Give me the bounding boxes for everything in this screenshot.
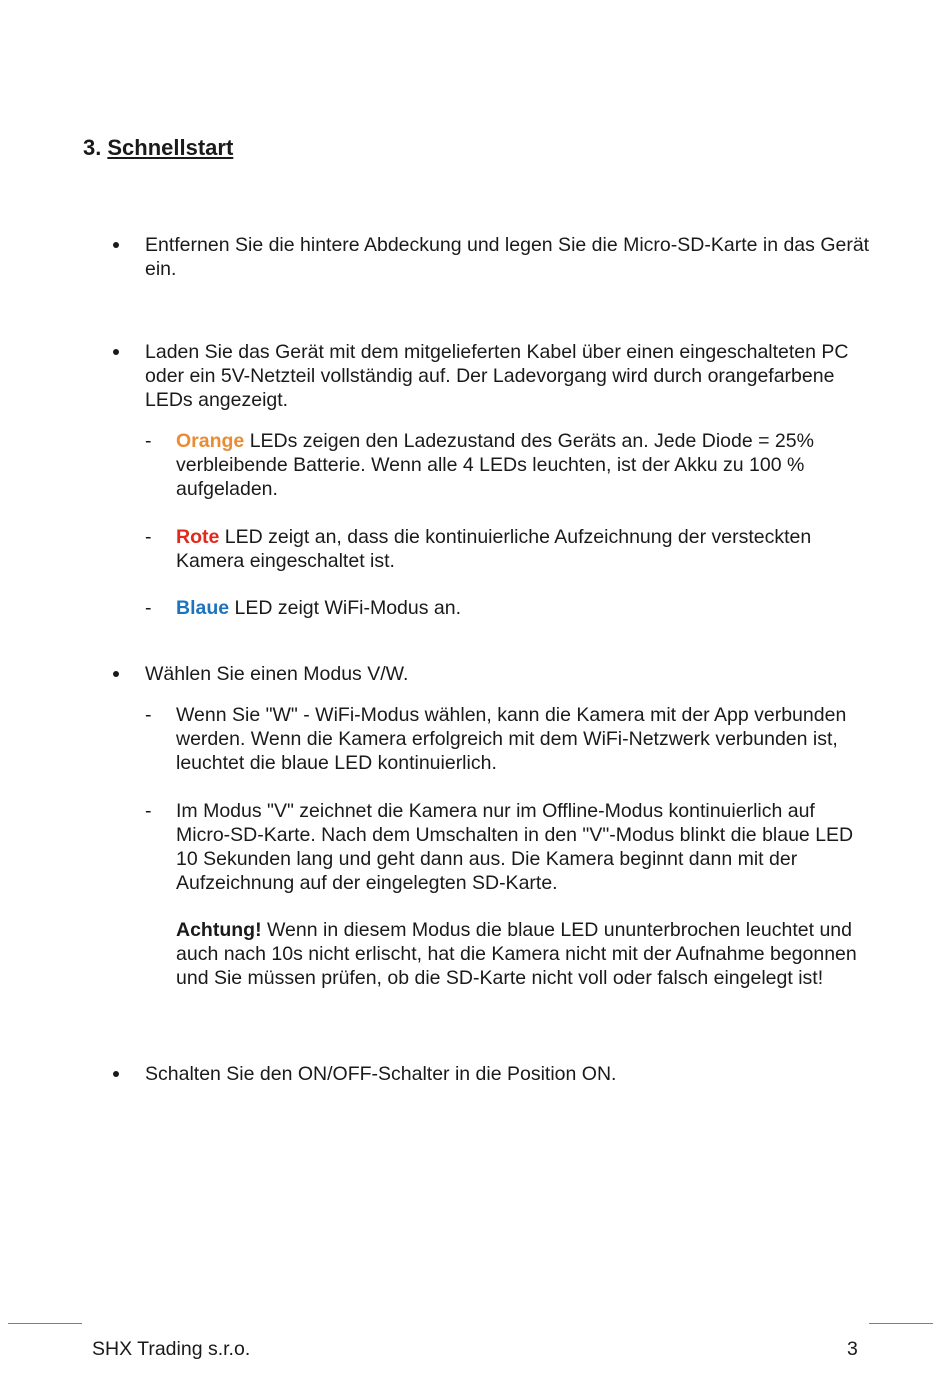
keyword-orange: Orange (176, 430, 245, 452)
sub-list-item-body: LED zeigt WiFi-Modus an. (229, 597, 462, 619)
bullet-icon (113, 1071, 119, 1077)
sub-list-item-text: Wenn Sie "W" - WiFi-Modus wählen, kann die Kamera mit der App verbunden werden. Wenn die Kamera erfolgreich mit dem WiFi-Netzwerk verbunden ist, leuchtet die blaue LED kontinuierlich. (176, 704, 847, 774)
footer-rule-right (869, 1323, 933, 1324)
sub-list-item-text (176, 596, 866, 620)
dash-marker: - (145, 526, 152, 548)
dash-marker: - (145, 704, 152, 726)
dash-marker: - (145, 597, 152, 619)
list-item-text: Laden Sie das Gerät mit dem mitgelieferten Kabel über einen eingeschalteten PC oder ein 5V-Netzteil vollständig auf. Der Ladevorgang wird durch orangefarbene LEDs angezeigt. (145, 341, 849, 411)
sub-list-item-text: Im Modus "V" zeichnet die Kamera nur im Offline-Modus kontinuierlich auf Micro-SD-Karte. Nach dem Umschalten in den "V"-Modus blinkt die blaue LED 10 Sekunden lang und geht dann aus. Die Kamera beginnt dann mit der Aufzeichnung auf der eingelegten SD-Karte. (176, 800, 854, 894)
bullet-icon (113, 671, 119, 677)
section-title: Schnellstart (107, 135, 234, 160)
keyword-red: Rote (176, 526, 220, 548)
dash-marker: - (145, 430, 152, 452)
list-item-text: Wählen Sie einen Modus V/W. (145, 663, 409, 685)
bullet-icon (113, 242, 119, 248)
footer-company: SHX Trading s.r.o. (92, 1338, 251, 1360)
bullet-icon (113, 349, 119, 355)
section-number: 3. (83, 135, 102, 160)
keyword-blue: Blaue (176, 597, 230, 619)
list-item-text: Schalten Sie den ON/OFF-Schalter in die Position ON. (145, 1063, 617, 1085)
warning-paragraph (176, 918, 866, 990)
section-heading (83, 135, 233, 161)
sub-list-item-text (176, 429, 866, 501)
sub-list-item-body: LEDs zeigen den Ladezustand des Geräts an. Jede Diode = 25% verbleibende Batterie. Wenn alle 4 LEDs leuchten, ist der Akku zu 100 % aufgeladen. (176, 430, 814, 500)
sub-list-item-text (176, 525, 866, 573)
warning-text: Wenn in diesem Modus die blaue LED ununterbrochen leuchtet und auch nach 10s nicht erlischt, hat die Kamera nicht mit der Aufnahme begonnen und Sie müssen prüfen, ob die SD-Karte nicht voll oder falsch eingelegt ist! (176, 919, 857, 989)
warning-label: Achtung! (176, 919, 262, 941)
page-number: 3 (847, 1338, 858, 1360)
footer-rule-left (8, 1323, 82, 1324)
list-item-text: Entfernen Sie die hintere Abdeckung und legen Sie die Micro-SD-Karte in das Gerät ein. (145, 234, 870, 280)
dash-marker: - (145, 800, 152, 822)
sub-list-item-body: LED zeigt an, dass die kontinuierliche Aufzeichnung der versteckten Kamera eingeschaltet ist. (176, 526, 812, 572)
